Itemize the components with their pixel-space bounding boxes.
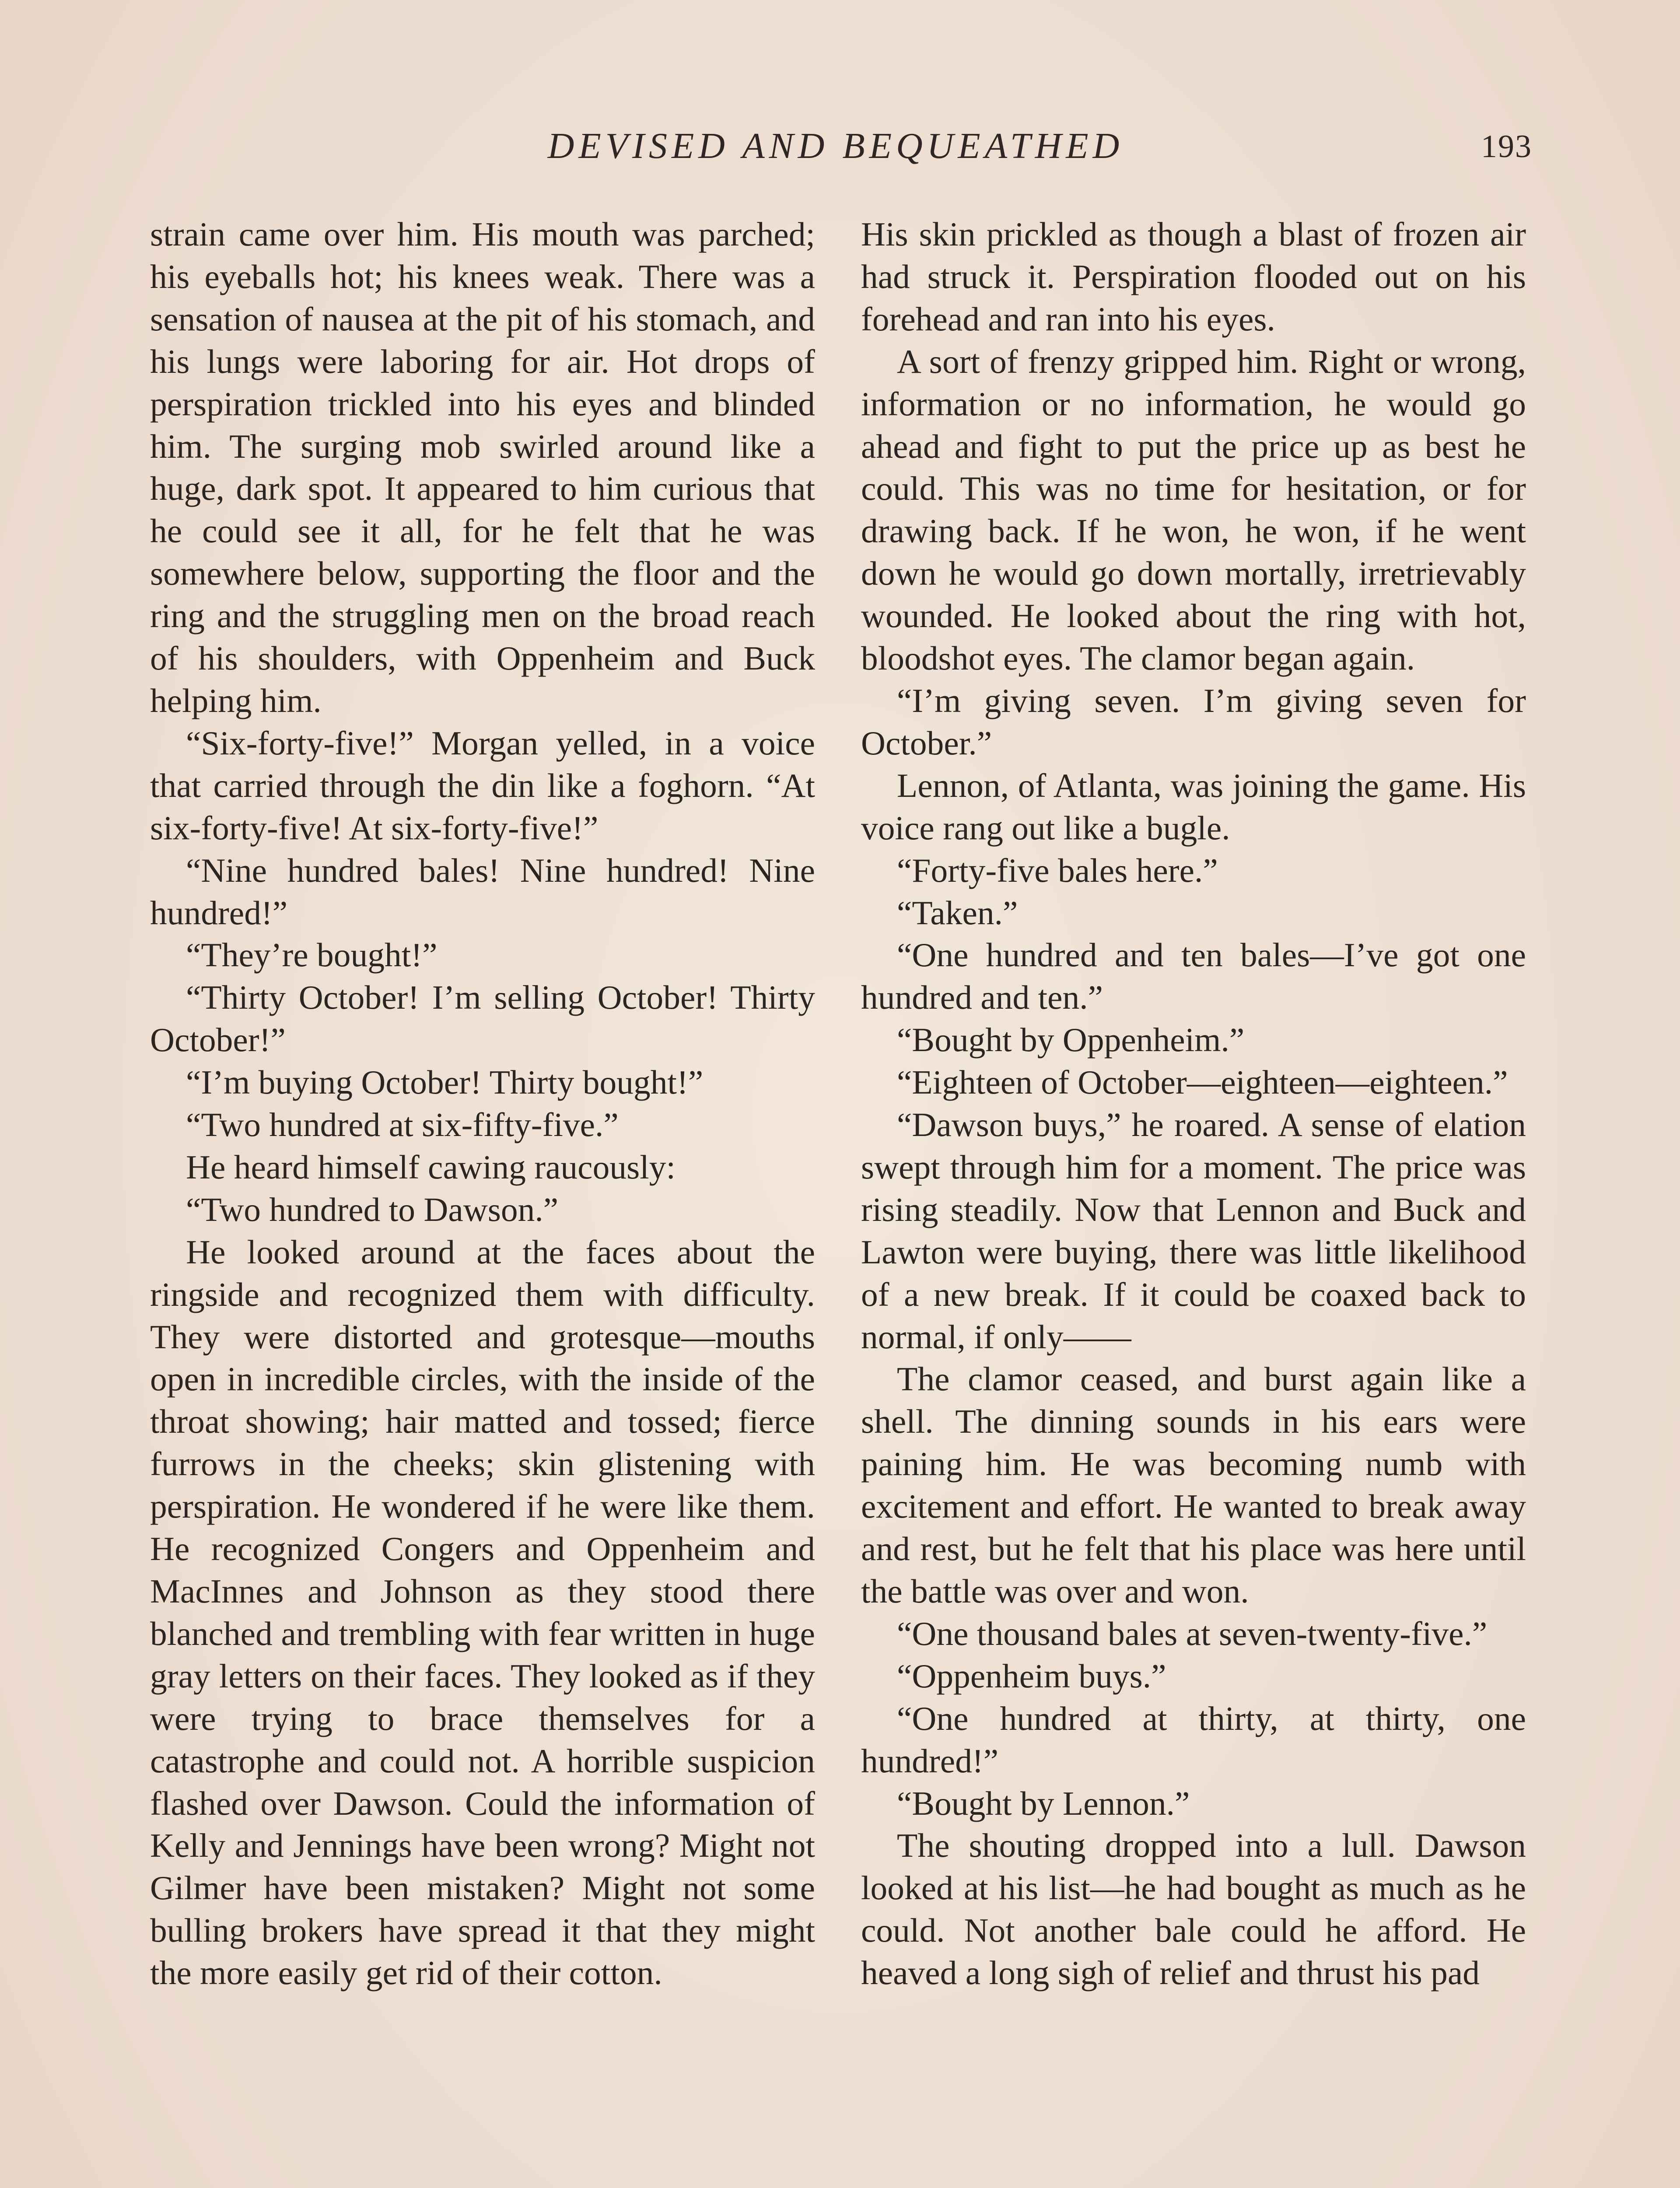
paragraph: “I’m giving seven. I’m giving seven for October.”: [861, 681, 1526, 762]
paragraph: Lennon, of Atlanta, was joining the game. His voice rang out like a bugle.: [861, 766, 1526, 847]
paragraph: “Two hundred at six-fifty-five.”: [186, 1106, 619, 1144]
running-title: DEVISED AND BEQUEATHED: [547, 126, 1124, 166]
paragraph: “Two hundred to Dawson.”: [186, 1190, 559, 1228]
paragraph: “Eighteen of October—eighteen—eighteen.”: [897, 1063, 1508, 1101]
paragraph: His skin prickled as though a blast of frozen air had struck it. Perspiration flooded out on his forehead and ran into his eyes.: [861, 215, 1526, 338]
paragraph: He heard himself cawing raucously:: [186, 1148, 676, 1186]
paragraph: “Oppenheim buys.”: [897, 1657, 1166, 1695]
page-header: [0, 125, 1680, 177]
paragraph: “Nine hundred bales! Nine hundred! Nine hundred!”: [150, 851, 815, 932]
paragraph: “Thirty October! I’m selling October! Thirty October!”: [150, 978, 815, 1059]
left-column: [150, 213, 815, 1994]
right-column: [861, 213, 1526, 1994]
paragraph: “I’m buying October! Thirty bought!”: [186, 1063, 704, 1101]
paragraph: strain came over him. His mouth was parched; his eyeballs hot; his knees weak. There was a sensation of nausea at the pit of his stomach, and his lungs were laboring for air. Hot drops of perspiration trickled into his eyes and blinded him. The surging mob swirled around like a huge, dark spot. It appeared to him curious that he could see it all, for he felt that he was somewhere below, supporting the floor and the ring and the struggling men on the broad reach of his shoulders, with Oppenheim and Buck helping him.: [150, 215, 815, 719]
paragraph: “Taken.”: [897, 894, 1018, 932]
paragraph: “They’re bought!”: [186, 936, 438, 974]
paragraph: “One thousand bales at seven-twenty-five.”: [897, 1614, 1488, 1652]
paragraph: “Six-forty-five!” Morgan yelled, in a voice that carried through the din like a foghorn. “At six-forty-five! At six-forty-five!”: [150, 724, 815, 847]
paragraph: “Dawson buys,” he roared. A sense of elation swept through him for a moment. The price was rising steadily. Now that Lennon and Buck and Lawton were buying, there was little likelihood of a new break. If it could be coaxed back to normal, if only——: [861, 1106, 1526, 1356]
paragraph: “Bought by Oppenheim.”: [897, 1021, 1245, 1059]
paragraph: The shouting dropped into a lull. Dawson looked at his list—he had bought as much as he could. Not another bale could he afford. He heaved a long sigh of relief and thrust his pad: [861, 1827, 1526, 1992]
paragraph: “One hundred and ten bales—I’ve got one hundred and ten.”: [861, 936, 1526, 1017]
paragraph: He looked around at the faces about the ringside and recognized them with difficulty. They were distorted and grotesque—mouths open in incredible circles, with the inside of the throat showing; hair matted and tossed; fierce furrows in the cheeks; skin glistening with perspiration. He wondered if he were like them. He recognized Congers and Oppenheim and MacInnes and Johnson as they stood there blanched and trembling with fear written in huge gray letters on their faces. They looked as if they were trying to brace themselves for a catastrophe and could not. A horrible suspicion flashed over Dawson. Could the information of Kelly and Jennings have been wrong? Might not Gilmer have been mistaken? Might not some bulling brokers have spread it that they might the more easily get rid of their cotton.: [150, 1233, 815, 1992]
paragraph: “One hundred at thirty, at thirty, one hundred!”: [861, 1699, 1526, 1780]
page-number: 193: [1481, 129, 1532, 165]
paragraph: A sort of frenzy gripped him. Right or wrong, information or no information, he would go ahead and fight to put the price up as best he could. This was no time for hesitation, or for drawing back. If he won, he won, if he went down he would go down mortally, irretrievably wounded. He looked about the ring with hot, bloodshot eyes. The clamor began again.: [861, 342, 1526, 677]
paragraph: “Forty-five bales here.”: [897, 851, 1218, 889]
paragraph: The clamor ceased, and burst again like a shell. The dinning sounds in his ears were paining him. He was becoming numb with excitement and effort. He wanted to break away and rest, but he felt that his place was here until the battle was over and won.: [861, 1360, 1526, 1610]
paragraph: “Bought by Lennon.”: [897, 1784, 1190, 1822]
